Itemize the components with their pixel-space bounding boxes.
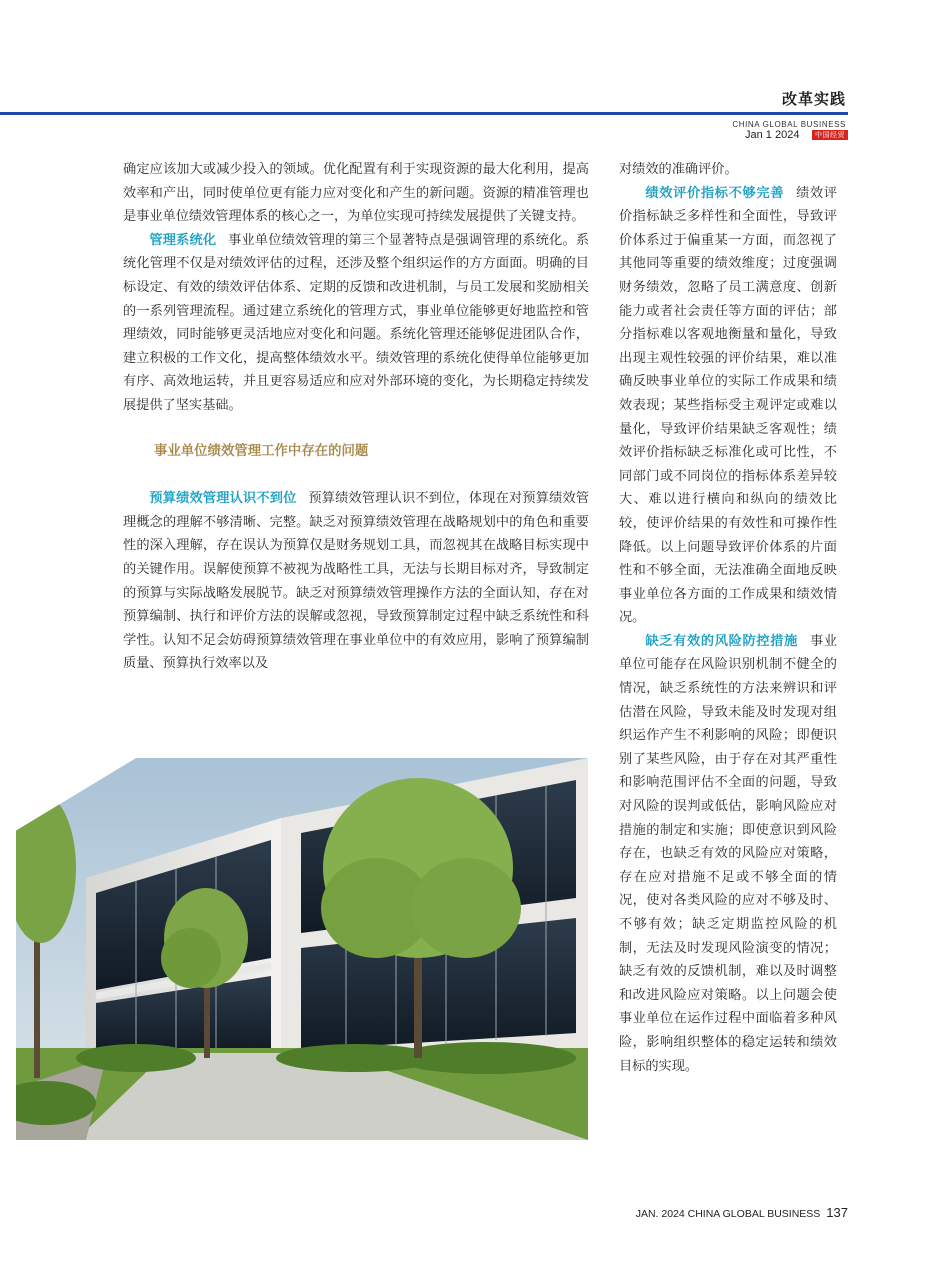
header-issue-date: Jan 1 2024: [745, 129, 800, 141]
header-section-title: 改革实践: [781, 90, 846, 108]
keyword-heading: 管理系统化: [149, 232, 217, 248]
header-magazine-name: CHINA GLOBAL BUSINESS: [732, 120, 846, 129]
left-column: [123, 158, 589, 676]
paragraph: [619, 630, 837, 1078]
paragraph-text: 绩效评价指标缺乏多样性和全面性，导致评价体系过于偏重某一方面，而忽视了其他同等重要的绩效维度；过度强调财务绩效，忽略了员工满意度、创新能力或者社会责任等方面的评估；部分指标难以客观地衡量和量化，导致出现主观性较强的评价结果，难以准确反映事业单位的实际工作成果和绩效表现；某些指标受主观评定或难以量化，导致评价结果缺乏客观性；绩效评价指标缺乏标准化或可比性，不同部门或不同岗位的指标体系差异较大、难以进行横向和纵向的绩效比较，使评价结果的有效性和可操作性降低。以上问题导致评价体系的片面性和不够全面，无法准确全面地反映事业单位各方面的工作成果和绩效情况。: [619, 185, 838, 626]
paragraph: [123, 487, 589, 676]
header-rule: [0, 112, 848, 115]
paragraph-text: 事业单位绩效管理的第三个显著特点是强调管理的系统化。系统化管理不仅是对绩效评估的过程，还涉及整个组织运作的方方面面。明确的目标设定、有效的绩效评估体系、定期的反馈和改进机制，与员工发展和奖励相关的一系列管理流程。通过建立系统化的管理方式，事业单位能够更好地监控和管理绩效，同时能够更灵活地应对变化和问题。系统化管理还能够促进团队合作，建立积极的工作文化，提高整体绩效水平。绩效管理的系统化使得单位能够更加有序、高效地运转，并且更容易适应和应对外部环境的变化，为长期稳定持续发展提供了坚实基础。: [123, 232, 590, 413]
page-number: 137: [826, 1205, 848, 1220]
keyword-heading: 缺乏有效的风险防控措施: [645, 633, 799, 649]
office-building-photo: [16, 758, 588, 1140]
paragraph: [619, 182, 837, 630]
paragraph: 确定应该加大或减少投入的领域。优化配置有利于实现资源的最大化利用，提高效率和产出，同时使单位更有能力应对变化和产生的新问题。资源的精准管理也是事业单位绩效管理体系的核心之一，为单位实现可持续发展提供了关键支持。: [123, 162, 589, 225]
paragraph-text: 预算绩效管理认识不到位，体现在对预算绩效管理概念的理解不够清晰、完整。缺乏对预算绩效管理在战略规划中的角色和重要性的深入理解，存在误认为预算仅是财务规划工具，而忽视其在战略目标实现中的关键作用。误解使预算不被视为战略性工具，无法与长期目标对齐，导致制定的预算与实际战略发展脱节。缺乏对预算绩效管理操作方法的全面认知，存在对预算编制、执行和评价方法的误解或忽视，导致预算制定过程中缺乏系统性和科学性。认知不足会妨碍预算绩效管理在事业单位中的有效应用，影响了预算编制质量、预算执行效率以及: [123, 491, 590, 672]
keyword-heading: 绩效评价指标不够完善: [645, 185, 785, 201]
paragraph-text: 事业单位可能存在风险识别机制不健全的情况，缺乏系统性的方法来辨识和评估潜在风险，导致未能及时发现对组织运作产生不利影响的风险；即便识别了某些风险，由于存在对其严重性和影响范围评估不全面的问题，导致对风险的误判或低估，影响风险应对措施的制定和实施；即使意识到风险存在，也缺乏有效的风险应对策略，存在应对措施不足或不够全面的情况，使对各类风险的应对不够及时、不够有效；缺乏定期监控风险的机制，无法及时发现风险演变的情况；缺乏有效的反馈机制，难以及时调整和改进风险应对策略。以上问题会使事业单位在运作过程中面临着多种风险，影响组织整体的稳定运转和绩效目标的实现。: [619, 633, 838, 1074]
keyword-heading: 预算绩效管理认识不到位: [149, 491, 297, 507]
paragraph: 对绩效的准确评价。: [619, 162, 738, 177]
right-column: [619, 158, 837, 1078]
header-logo-badge: 中国经贸: [812, 130, 848, 140]
paragraph: [123, 229, 589, 418]
page-footer: [636, 1205, 848, 1220]
footer-text: JAN. 2024 CHINA GLOBAL BUSINESS: [635, 1208, 821, 1220]
section-heading: 事业单位绩效管理工作中存在的问题: [154, 442, 369, 459]
